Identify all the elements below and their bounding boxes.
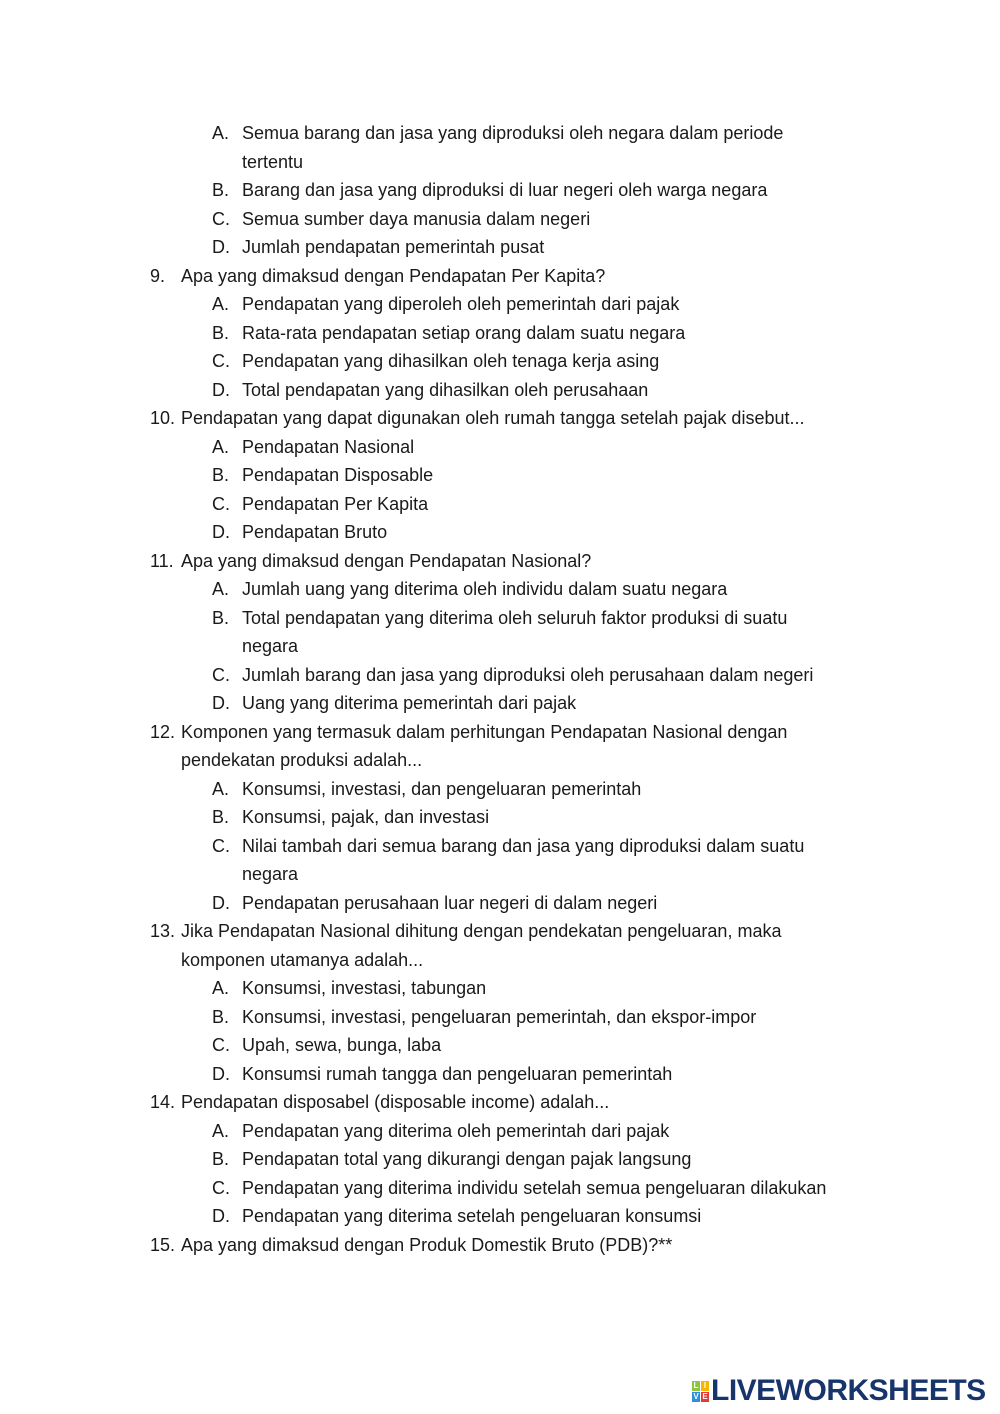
answer-option[interactable] xyxy=(0,490,1000,519)
question-text: Pendapatan disposabel (disposable income) adalah... xyxy=(181,1092,610,1112)
answer-option[interactable] xyxy=(0,176,1000,205)
question-item xyxy=(0,1088,1000,1231)
option-text: Uang yang diterima pemerintah dari pajak xyxy=(242,693,577,713)
answer-option[interactable] xyxy=(0,775,1000,804)
option-text: Jumlah uang yang diterima oleh individu dalam suatu negara xyxy=(242,579,728,599)
answer-option[interactable] xyxy=(0,119,1000,176)
option-letter: B. xyxy=(212,465,230,485)
option-text: Pendapatan yang diterima individu setelah semua pengeluaran dilakukan xyxy=(242,1177,827,1198)
answer-option[interactable] xyxy=(0,832,1000,889)
option-letter: D. xyxy=(212,522,230,542)
option-letter: D. xyxy=(212,379,230,400)
question-text: Jika Pendapatan Nasional dihitung dengan pendekatan pengeluaran, maka komponen utamanya adalah... xyxy=(181,921,782,970)
question-text: Pendapatan yang dapat digunakan oleh rumah tangga setelah pajak disebut... xyxy=(181,408,805,428)
answer-option[interactable] xyxy=(0,1202,1000,1231)
option-letter: C. xyxy=(212,1035,230,1055)
logo-tile: L xyxy=(693,1380,699,1390)
option-text: Upah, sewa, bunga, laba xyxy=(242,1035,442,1055)
option-text: Semua barang dan jasa yang diproduksi oleh negara dalam periode tertentu xyxy=(242,123,784,172)
answer-option[interactable] xyxy=(0,518,1000,547)
option-letter: B. xyxy=(212,807,230,827)
answer-option[interactable] xyxy=(0,803,1000,832)
option-text: Konsumsi, investasi, dan pengeluaran pemerintah xyxy=(242,778,642,799)
option-letter: A. xyxy=(212,579,230,599)
answer-option[interactable] xyxy=(0,1117,1000,1146)
answer-option[interactable] xyxy=(0,461,1000,490)
option-text: Konsumsi rumah tangga dan pengeluaran pemerintah xyxy=(242,1063,673,1084)
option-letter: C. xyxy=(212,1177,230,1198)
answer-option[interactable] xyxy=(0,1003,1000,1032)
worksheet-page xyxy=(0,119,1000,1259)
option-text: Total pendapatan yang diterima oleh seluruh faktor produksi di suatu negara xyxy=(242,607,788,656)
answer-option[interactable] xyxy=(0,290,1000,319)
answer-option[interactable] xyxy=(0,233,1000,262)
question-text: Komponen yang termasuk dalam perhitungan Pendapatan Nasional dengan pendekatan produksi adalah... xyxy=(181,721,788,770)
answer-option[interactable] xyxy=(0,205,1000,234)
option-text: Pendapatan perusahaan luar negeri di dalam negeri xyxy=(242,892,658,913)
option-letter: B. xyxy=(212,180,230,200)
answer-option[interactable] xyxy=(0,1031,1000,1060)
option-letter: C. xyxy=(212,493,230,514)
option-letter: C. xyxy=(212,835,230,856)
option-text: Pendapatan Disposable xyxy=(242,465,434,485)
question-item xyxy=(0,917,1000,1088)
option-text: Rata-rata pendapatan setiap orang dalam suatu negara xyxy=(242,322,686,343)
option-letter: A. xyxy=(212,978,230,998)
option-letter: C. xyxy=(212,208,230,229)
question-text: Apa yang dimaksud dengan Pendapatan Per Kapita? xyxy=(181,265,606,286)
option-letter: D. xyxy=(212,1206,230,1226)
option-text: Pendapatan yang diperoleh oleh pemerintah dari pajak xyxy=(242,294,680,314)
answer-option[interactable] xyxy=(0,376,1000,405)
option-letter: B. xyxy=(212,1149,230,1169)
question-number: 11. xyxy=(150,550,174,571)
answer-option[interactable] xyxy=(0,319,1000,348)
option-text: Konsumsi, pajak, dan investasi xyxy=(242,807,490,827)
option-letter: A. xyxy=(212,436,230,457)
option-letter: D. xyxy=(212,892,230,913)
logo-tile: I xyxy=(701,1381,709,1391)
question-item xyxy=(0,404,1000,547)
option-text: Pendapatan Per Kapita xyxy=(242,493,429,514)
answer-option[interactable] xyxy=(0,889,1000,918)
option-text: Pendapatan yang diterima setelah pengeluaran konsumsi xyxy=(242,1206,702,1226)
option-text: Semua sumber daya manusia dalam negeri xyxy=(242,208,591,229)
question-number: 14. xyxy=(150,1092,176,1112)
option-text: Barang dan jasa yang diproduksi di luar negeri oleh warga negara xyxy=(242,180,768,200)
option-text: Jumlah barang dan jasa yang diproduksi oleh perusahaan dalam negeri xyxy=(242,664,814,685)
answer-option[interactable] xyxy=(0,1060,1000,1089)
question-number: 12. xyxy=(150,721,176,742)
option-text: Pendapatan yang diterima oleh pemerintah dari pajak xyxy=(242,1120,670,1141)
question-item xyxy=(0,718,1000,918)
option-text: Total pendapatan yang dihasilkan oleh perusahaan xyxy=(242,379,649,400)
answer-option[interactable] xyxy=(0,575,1000,604)
option-text: Pendapatan total yang dikurangi dengan pajak langsung xyxy=(242,1149,692,1169)
question-item xyxy=(0,1231,1000,1260)
option-text: Pendapatan Bruto xyxy=(242,522,388,542)
answer-option[interactable] xyxy=(0,604,1000,661)
answer-option[interactable] xyxy=(0,347,1000,376)
answer-option[interactable] xyxy=(0,433,1000,462)
option-letter: B. xyxy=(212,1006,230,1027)
option-text: Nilai tambah dari semua barang dan jasa yang diproduksi dalam suatu negara xyxy=(242,835,805,884)
option-letter: A. xyxy=(212,294,230,314)
option-letter: B. xyxy=(212,607,230,628)
option-letter: A. xyxy=(212,778,230,799)
option-letter: C. xyxy=(212,351,230,371)
question-number: 13. xyxy=(150,921,176,941)
question-number: 10. xyxy=(150,408,176,428)
option-text: Pendapatan yang dihasilkan oleh tenaga kerja asing xyxy=(242,351,660,371)
liveworksheets-logo xyxy=(692,1376,986,1406)
option-letter: D. xyxy=(212,693,230,713)
answer-option[interactable] xyxy=(0,974,1000,1003)
answer-option[interactable] xyxy=(0,1174,1000,1203)
live-tiles-icon xyxy=(692,1381,709,1402)
question-number: 9. xyxy=(150,265,166,286)
question-item xyxy=(0,262,1000,405)
option-letter: D. xyxy=(212,237,230,257)
option-letter: B. xyxy=(212,322,230,343)
option-letter: D. xyxy=(212,1063,230,1084)
option-text: Pendapatan Nasional xyxy=(242,436,415,457)
question-number: 15. xyxy=(150,1234,176,1255)
answer-option[interactable] xyxy=(0,661,1000,690)
logo-tile: E xyxy=(702,1391,708,1401)
question-text: Apa yang dimaksud dengan Pendapatan Nasional? xyxy=(181,550,592,571)
question-text: Apa yang dimaksud dengan Produk Domestik Bruto (PDB)?** xyxy=(181,1234,673,1255)
logo-text: LIVEWORKSHEETS xyxy=(711,1374,986,1407)
option-letter: C. xyxy=(212,664,230,685)
option-letter: A. xyxy=(212,123,230,143)
option-text: Konsumsi, investasi, pengeluaran pemerintah, dan ekspor-impor xyxy=(242,1006,757,1027)
option-text: Konsumsi, investasi, tabungan xyxy=(242,978,487,998)
option-text: Jumlah pendapatan pemerintah pusat xyxy=(242,237,545,257)
logo-tile: V xyxy=(693,1391,699,1401)
option-letter: A. xyxy=(212,1120,230,1141)
question-item xyxy=(0,547,1000,718)
answer-option[interactable] xyxy=(0,689,1000,718)
answer-option[interactable] xyxy=(0,1145,1000,1174)
